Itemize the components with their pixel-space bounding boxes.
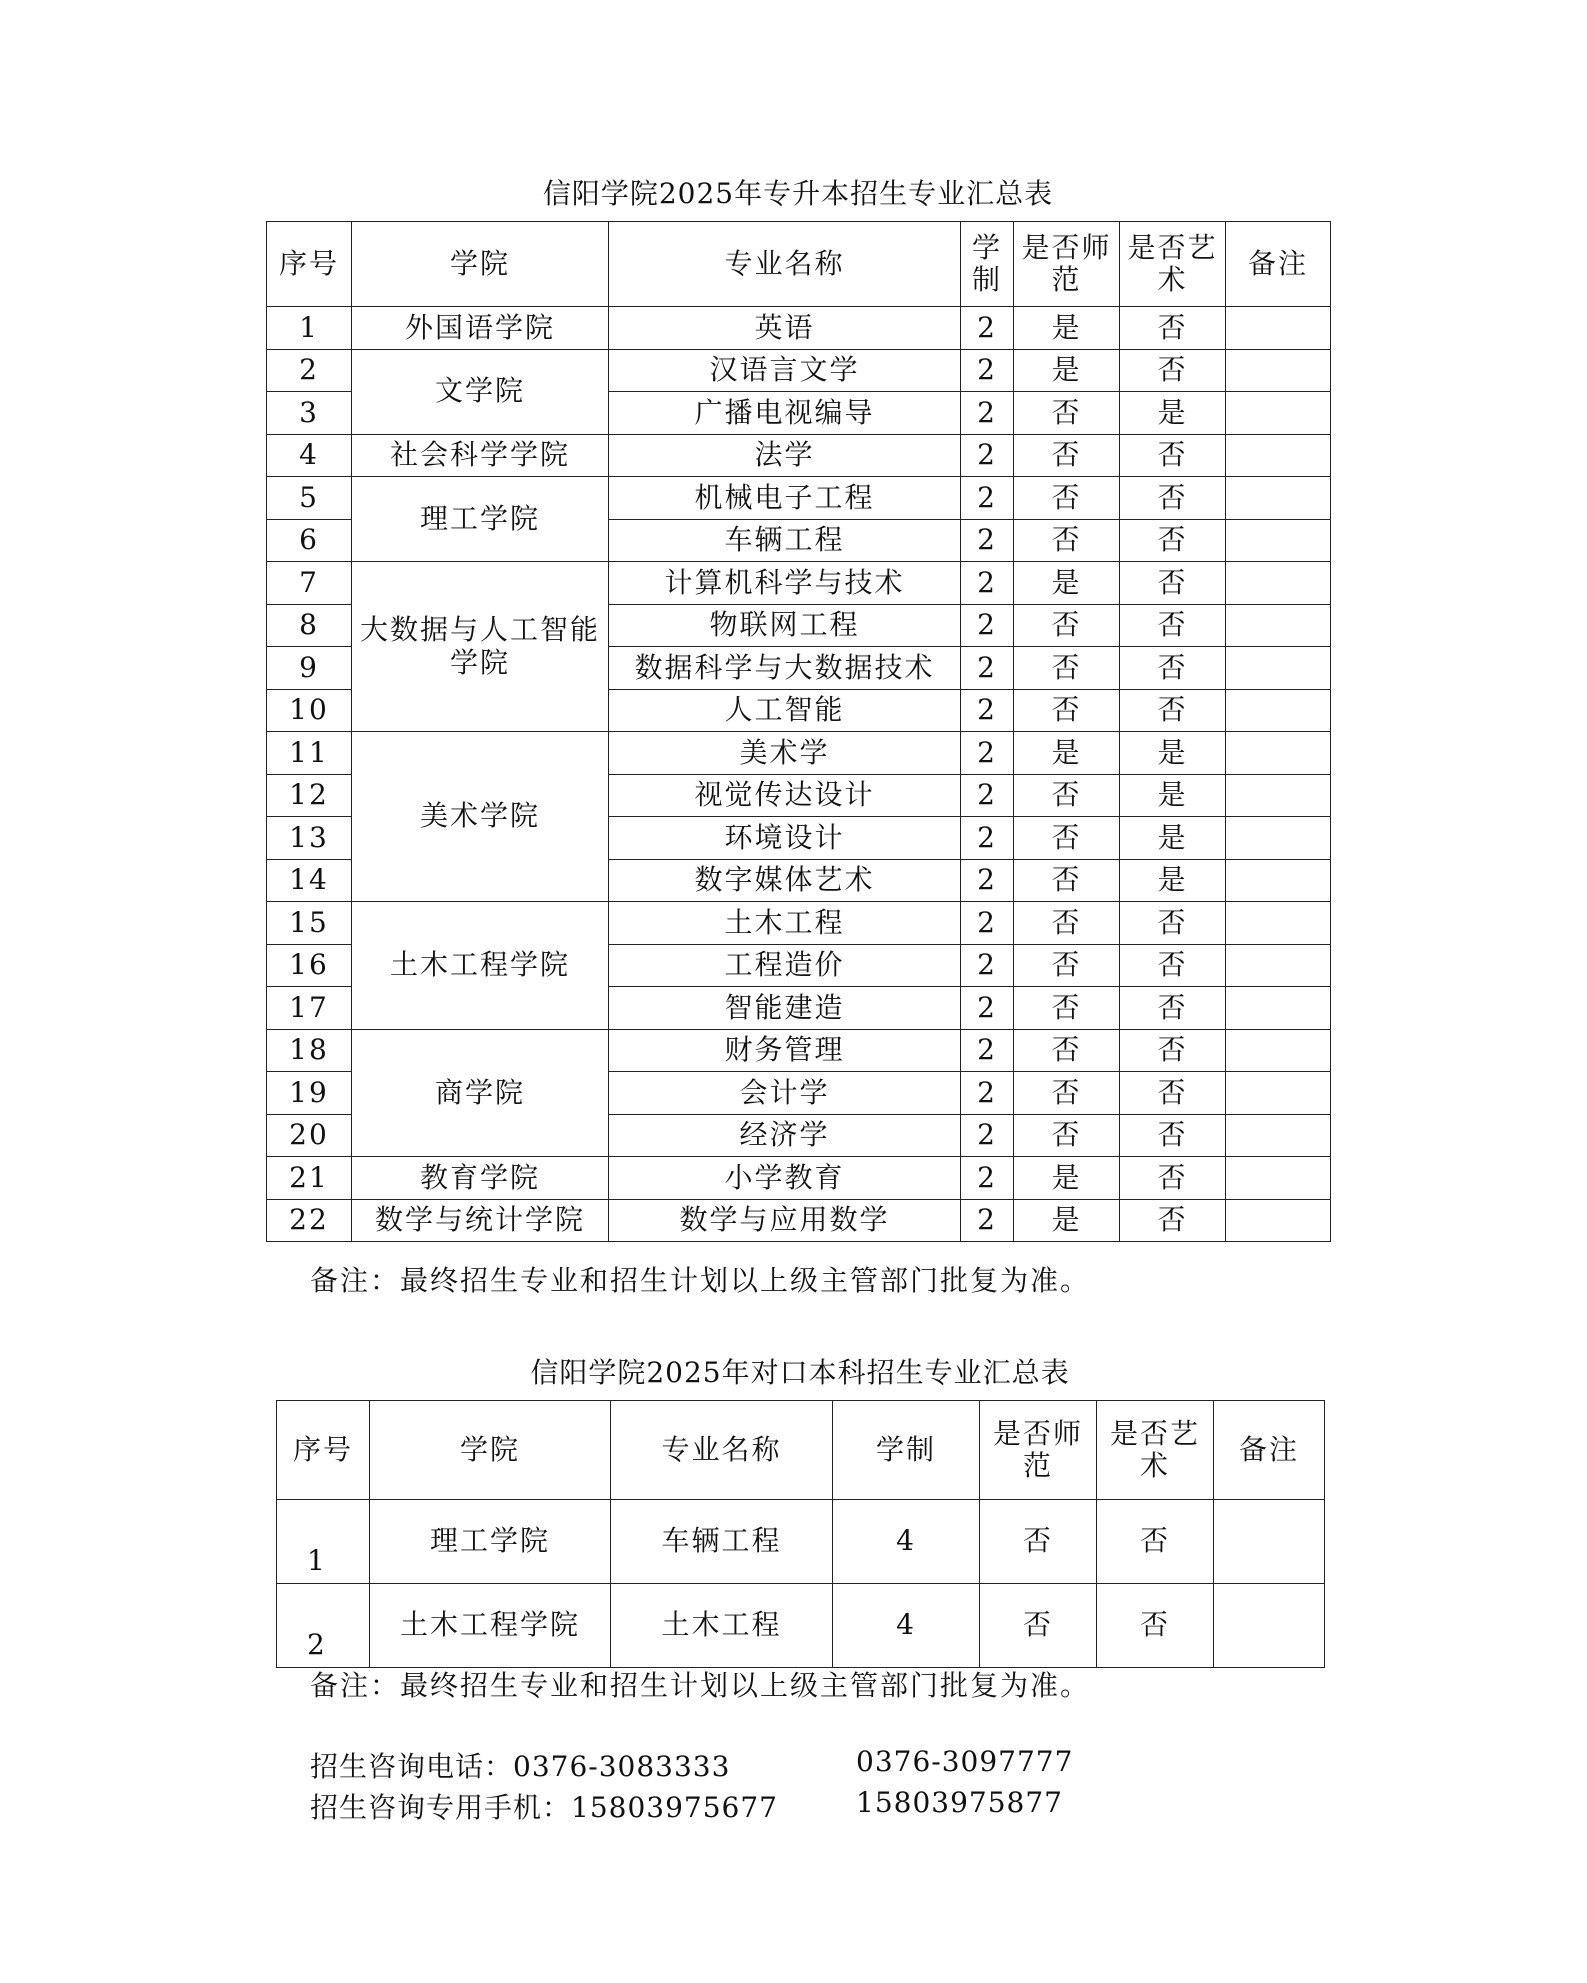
cell-seq: 22: [267, 1199, 352, 1242]
cell-art: 否: [1120, 689, 1226, 732]
cell-normal: 是: [1014, 562, 1120, 605]
cell-remark: [1226, 477, 1331, 520]
cell-remark: [1226, 647, 1331, 690]
cell-seq: 6: [267, 519, 352, 562]
cell-art: 否: [1120, 562, 1226, 605]
cell-college: 美术学院: [352, 732, 609, 902]
cell-normal: 否: [1014, 604, 1120, 647]
cell-art: 是: [1120, 817, 1226, 860]
cell-seq: 20: [267, 1114, 352, 1157]
cell-art: 否: [1120, 434, 1226, 477]
cell-major: 财务管理: [609, 1029, 961, 1072]
cell-remark: [1226, 1029, 1331, 1072]
cell-major: 车辆工程: [611, 1500, 833, 1584]
cell-seq: 21: [267, 1157, 352, 1200]
cell-seq: 1: [267, 307, 352, 350]
cell-seq: 7: [267, 562, 352, 605]
cell-seq: 5: [267, 477, 352, 520]
cell-years: 2: [961, 689, 1014, 732]
cell-college: 土木工程学院: [352, 902, 609, 1030]
cell-remark: [1226, 1072, 1331, 1115]
cell-normal: 否: [1014, 1029, 1120, 1072]
cell-college: 理工学院: [352, 477, 609, 562]
cell-college: 土木工程学院: [370, 1584, 611, 1668]
cell-seq: 19: [267, 1072, 352, 1115]
cell-normal: 是: [1014, 307, 1120, 350]
cell-years: 2: [961, 307, 1014, 350]
cell-years: 2: [961, 859, 1014, 902]
cell-years: 2: [961, 349, 1014, 392]
cell-normal: 否: [980, 1584, 1097, 1668]
cell-remark: [1226, 1114, 1331, 1157]
cell-major: 数据科学与大数据技术: [609, 647, 961, 690]
table-row: [277, 1500, 1325, 1584]
table-header-row: [277, 1401, 1325, 1500]
cell-years: 2: [961, 477, 1014, 520]
cell-major: 智能建造: [609, 987, 961, 1030]
cell-art: 否: [1120, 604, 1226, 647]
cell-art: 是: [1120, 774, 1226, 817]
cell-remark: [1226, 689, 1331, 732]
cell-art: 否: [1120, 1157, 1226, 1200]
header-college: 学院: [352, 222, 609, 307]
cell-years: 4: [833, 1584, 980, 1668]
cell-college: 商学院: [352, 1029, 609, 1157]
cell-seq: 1: [277, 1500, 370, 1584]
cell-major: 机械电子工程: [609, 477, 961, 520]
cell-seq: 12: [267, 774, 352, 817]
header-art: 是否艺术: [1120, 222, 1226, 307]
cell-art: 否: [1120, 477, 1226, 520]
cell-seq: 18: [267, 1029, 352, 1072]
cell-art: 否: [1120, 987, 1226, 1030]
phone-label: 招生咨询电话：: [310, 1750, 514, 1783]
cell-remark: [1226, 349, 1331, 392]
header-normal: 是否师范: [980, 1401, 1097, 1500]
cell-remark: [1226, 732, 1331, 775]
cell-college: 理工学院: [370, 1500, 611, 1584]
cell-major: 车辆工程: [609, 519, 961, 562]
cell-normal: 否: [1014, 817, 1120, 860]
cell-years: 4: [833, 1500, 980, 1584]
cell-seq: 2: [267, 349, 352, 392]
cell-normal: 否: [1014, 1072, 1120, 1115]
cell-remark: [1226, 859, 1331, 902]
table-row: [267, 902, 1331, 945]
cell-art: 否: [1120, 349, 1226, 392]
cell-seq: 13: [267, 817, 352, 860]
cell-seq: 2: [277, 1584, 370, 1668]
cell-seq: 10: [267, 689, 352, 732]
cell-remark: [1226, 1157, 1331, 1200]
cell-major: 人工智能: [609, 689, 961, 732]
cell-normal: 否: [1014, 902, 1120, 945]
mobile-1: 15803975677: [571, 1791, 778, 1824]
cell-major: 物联网工程: [609, 604, 961, 647]
cell-art: 否: [1120, 307, 1226, 350]
table-row: [277, 1584, 1325, 1668]
cell-normal: 否: [1014, 689, 1120, 732]
cell-years: 2: [961, 604, 1014, 647]
cell-remark: [1226, 774, 1331, 817]
cell-years: 2: [961, 1114, 1014, 1157]
cell-years: 2: [961, 987, 1014, 1030]
majors-table-upgrade: [266, 221, 1331, 1242]
cell-major: 汉语言文学: [609, 349, 961, 392]
cell-years: 2: [961, 647, 1014, 690]
cell-art: 是: [1120, 392, 1226, 435]
cell-major: 工程造价: [609, 944, 961, 987]
cell-seq: 3: [267, 392, 352, 435]
cell-college: 数学与统计学院: [352, 1199, 609, 1242]
cell-art: 否: [1120, 519, 1226, 562]
header-normal: 是否师范: [1014, 222, 1120, 307]
cell-art: 是: [1120, 859, 1226, 902]
header-remark: 备注: [1226, 222, 1331, 307]
cell-remark: [1226, 519, 1331, 562]
cell-remark: [1226, 987, 1331, 1030]
table-row: [267, 307, 1331, 350]
cell-art: 否: [1120, 944, 1226, 987]
cell-major: 经济学: [609, 1114, 961, 1157]
mobile-2: 15803975877: [856, 1786, 1063, 1819]
header-years: 学制: [961, 222, 1014, 307]
header-years: 学制: [833, 1401, 980, 1500]
cell-years: 2: [961, 1199, 1014, 1242]
cell-years: 2: [961, 392, 1014, 435]
cell-normal: 是: [1014, 732, 1120, 775]
cell-major: 小学教育: [609, 1157, 961, 1200]
cell-normal: 否: [980, 1500, 1097, 1584]
cell-years: 2: [961, 944, 1014, 987]
cell-remark: [1226, 604, 1331, 647]
cell-college: 大数据与人工智能学院: [352, 562, 609, 732]
cell-art: 否: [1120, 1072, 1226, 1115]
table-row: [267, 732, 1331, 775]
cell-major: 土木工程: [611, 1584, 833, 1668]
cell-years: 2: [961, 817, 1014, 860]
header-major: 专业名称: [609, 222, 961, 307]
cell-major: 会计学: [609, 1072, 961, 1115]
cell-normal: 是: [1014, 349, 1120, 392]
contact-phone-line: [310, 1745, 1074, 1785]
cell-major: 英语: [609, 307, 961, 350]
cell-normal: 否: [1014, 944, 1120, 987]
table-row: [267, 562, 1331, 605]
header-major: 专业名称: [611, 1401, 833, 1500]
cell-years: 2: [961, 902, 1014, 945]
header-remark: 备注: [1214, 1401, 1325, 1500]
cell-remark: [1226, 817, 1331, 860]
cell-art: 否: [1120, 1114, 1226, 1157]
table-row: [267, 434, 1331, 477]
cell-art: 否: [1120, 902, 1226, 945]
cell-major: 美术学: [609, 732, 961, 775]
cell-seq: 9: [267, 647, 352, 690]
cell-years: 2: [961, 434, 1014, 477]
cell-years: 2: [961, 562, 1014, 605]
mobile-label: 招生咨询专用手机：: [310, 1791, 572, 1824]
header-seq: 序号: [267, 222, 352, 307]
cell-normal: 否: [1014, 859, 1120, 902]
cell-major: 计算机科学与技术: [609, 562, 961, 605]
header-college: 学院: [370, 1401, 611, 1500]
cell-years: 2: [961, 774, 1014, 817]
table-row: [267, 349, 1331, 392]
cell-years: 2: [961, 519, 1014, 562]
cell-art: 否: [1120, 1029, 1226, 1072]
cell-seq: 17: [267, 987, 352, 1030]
cell-art: 否: [1097, 1500, 1214, 1584]
cell-normal: 否: [1014, 434, 1120, 477]
phone-1: 0376-3083333: [513, 1750, 731, 1783]
cell-seq: 4: [267, 434, 352, 477]
cell-seq: 15: [267, 902, 352, 945]
cell-college: 教育学院: [352, 1157, 609, 1200]
cell-college: 文学院: [352, 349, 609, 434]
cell-seq: 14: [267, 859, 352, 902]
table2-title: 信阳学院2025年对口本科招生专业汇总表: [530, 1356, 1070, 1389]
cell-normal: 否: [1014, 1114, 1120, 1157]
table-header-row: [267, 222, 1331, 307]
cell-years: 2: [961, 1157, 1014, 1200]
table2-note: 备注：最终招生专业和招生计划以上级主管部门批复为准。: [310, 1669, 1091, 1702]
cell-major: 土木工程: [609, 902, 961, 945]
cell-years: 2: [961, 732, 1014, 775]
cell-remark: [1226, 392, 1331, 435]
cell-normal: 否: [1014, 647, 1120, 690]
header-art: 是否艺术: [1097, 1401, 1214, 1500]
cell-major: 广播电视编导: [609, 392, 961, 435]
table-row: [267, 1029, 1331, 1072]
cell-normal: 否: [1014, 477, 1120, 520]
cell-seq: 16: [267, 944, 352, 987]
majors-table-vocational: [276, 1400, 1325, 1668]
cell-art: 否: [1120, 647, 1226, 690]
cell-remark: [1214, 1584, 1325, 1668]
cell-seq: 11: [267, 732, 352, 775]
table-row: [267, 1157, 1331, 1200]
cell-seq: 8: [267, 604, 352, 647]
cell-normal: 是: [1014, 1199, 1120, 1242]
cell-remark: [1226, 944, 1331, 987]
cell-remark: [1226, 562, 1331, 605]
table-row: [267, 477, 1331, 520]
cell-major: 环境设计: [609, 817, 961, 860]
cell-art: 否: [1120, 1199, 1226, 1242]
cell-art: 否: [1097, 1584, 1214, 1668]
cell-remark: [1226, 307, 1331, 350]
cell-normal: 否: [1014, 519, 1120, 562]
cell-normal: 是: [1014, 1157, 1120, 1200]
cell-years: 2: [961, 1072, 1014, 1115]
cell-normal: 否: [1014, 392, 1120, 435]
cell-major: 视觉传达设计: [609, 774, 961, 817]
header-seq: 序号: [277, 1401, 370, 1500]
cell-years: 2: [961, 1029, 1014, 1072]
cell-remark: [1214, 1500, 1325, 1584]
cell-major: 数学与应用数学: [609, 1199, 961, 1242]
cell-art: 是: [1120, 732, 1226, 775]
cell-college: 外国语学院: [352, 307, 609, 350]
cell-college: 社会科学学院: [352, 434, 609, 477]
cell-major: 法学: [609, 434, 961, 477]
cell-major: 数字媒体艺术: [609, 859, 961, 902]
cell-remark: [1226, 1199, 1331, 1242]
cell-normal: 否: [1014, 774, 1120, 817]
table-row: [267, 1199, 1331, 1242]
table1-note: 备注：最终招生专业和招生计划以上级主管部门批复为准。: [310, 1264, 1091, 1297]
contact-mobile-line: [310, 1786, 1063, 1826]
cell-remark: [1226, 902, 1331, 945]
table1-title: 信阳学院2025年专升本招生专业汇总表: [542, 177, 1054, 210]
cell-remark: [1226, 434, 1331, 477]
cell-normal: 否: [1014, 987, 1120, 1030]
phone-2: 0376-3097777: [856, 1745, 1074, 1778]
